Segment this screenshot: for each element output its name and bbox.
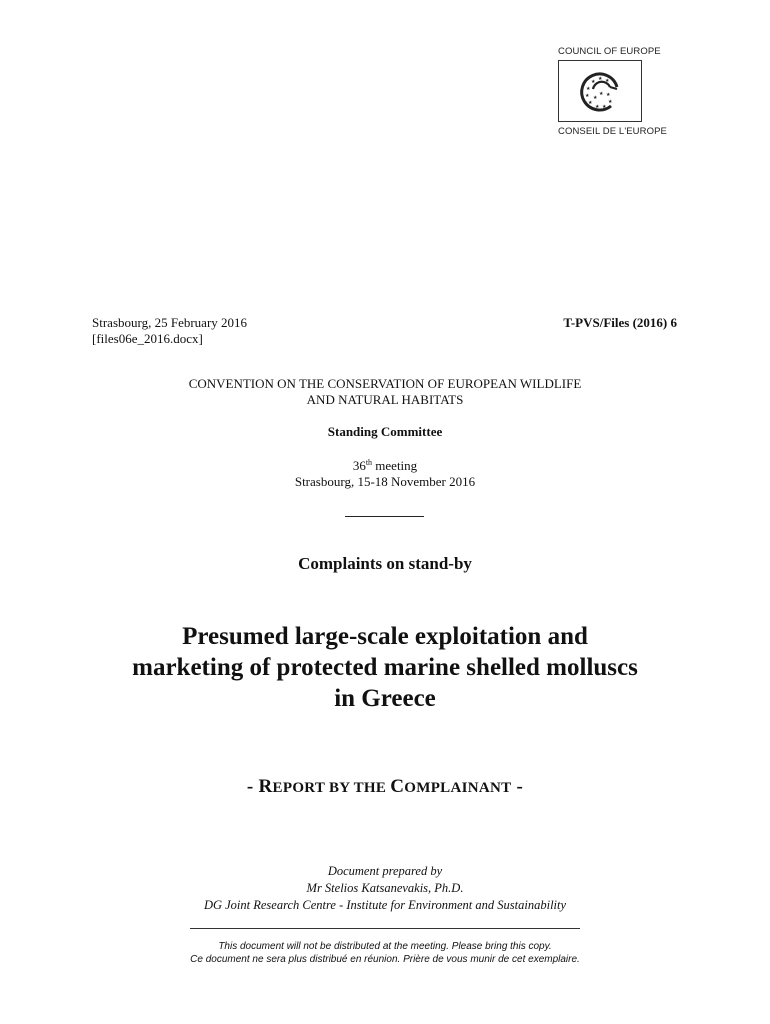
prepared-by-block [0,863,770,914]
place-date: Strasbourg, 25 February 2016 [92,315,248,330]
logo-top-text: COUNCIL OF EUROPE [558,46,661,57]
report-title-c: C [390,776,405,797]
meeting-ordinal-suffix: th [365,458,373,467]
meeting-number-line [0,455,770,474]
svg-text:★: ★ [588,100,593,106]
meeting-info [0,455,770,490]
footer-divider [190,928,580,929]
meeting-number: 36 [352,458,366,473]
main-title-line-3: in Greece [334,685,436,712]
notice-french: Ce document ne sera plus distribué en réunion. Prière de vous munir de cet exemplaire. [190,954,580,965]
meeting-location-dates: Strasbourg, 15-18 November 2016 [294,474,476,489]
report-title [0,776,770,798]
report-title-suffix: - [511,776,524,797]
report-title-part-2: OMPLAINANT [404,780,512,796]
council-of-europe-logo [556,46,677,140]
svg-text:★: ★ [586,86,591,92]
svg-text:★: ★ [591,79,596,85]
svg-text:★: ★ [602,104,607,110]
convention-line-2: AND NATURAL HABITATS [306,392,464,407]
svg-text:★: ★ [585,93,590,99]
committee-name: Standing Committee [327,424,443,439]
report-title-part-1: EPORT BY THE [272,780,391,796]
report-title-prefix: - [246,776,259,797]
section-title: Complaints on stand-by [298,554,472,573]
logo-emblem-frame [558,60,642,122]
svg-text:★: ★ [598,76,603,82]
distribution-notice [0,940,770,966]
svg-text:★: ★ [593,95,598,101]
author-affiliation: DG Joint Research Centre - Institute for Environment and Sustainability [203,898,567,912]
report-title-r: R [258,776,273,797]
svg-text:★: ★ [595,104,600,110]
main-title [0,621,770,714]
svg-text:★: ★ [605,78,610,84]
logo-bottom-text: CONSEIL DE L'EUROPE [558,126,667,137]
main-title-line-2: marketing of protected marine shelled molluscs [132,654,638,681]
svg-text:★: ★ [608,99,613,105]
council-of-europe-stars-emblem-icon [577,69,623,115]
main-title-line-1: Presumed large-scale exploitation and [182,623,588,650]
author-name: Mr Stelios Katsanevakis, Ph.D. [306,881,464,895]
convention-title [0,376,770,408]
prepared-by-label: Document prepared by [327,864,443,878]
svg-text:★: ★ [606,92,611,98]
meeting-word: meeting [372,458,418,473]
notice-english: This document will not be distributed at the meeting. Please bring this copy. [218,941,552,952]
short-divider [345,516,424,517]
convention-line-1: CONVENTION ON THE CONSERVATION OF EUROPEAN WILDLIFE [188,376,582,391]
file-reference: [files06e_2016.docx] [92,331,203,346]
svg-text:★: ★ [599,91,604,97]
document-code: T-PVS/Files (2016) 6 [563,315,677,330]
